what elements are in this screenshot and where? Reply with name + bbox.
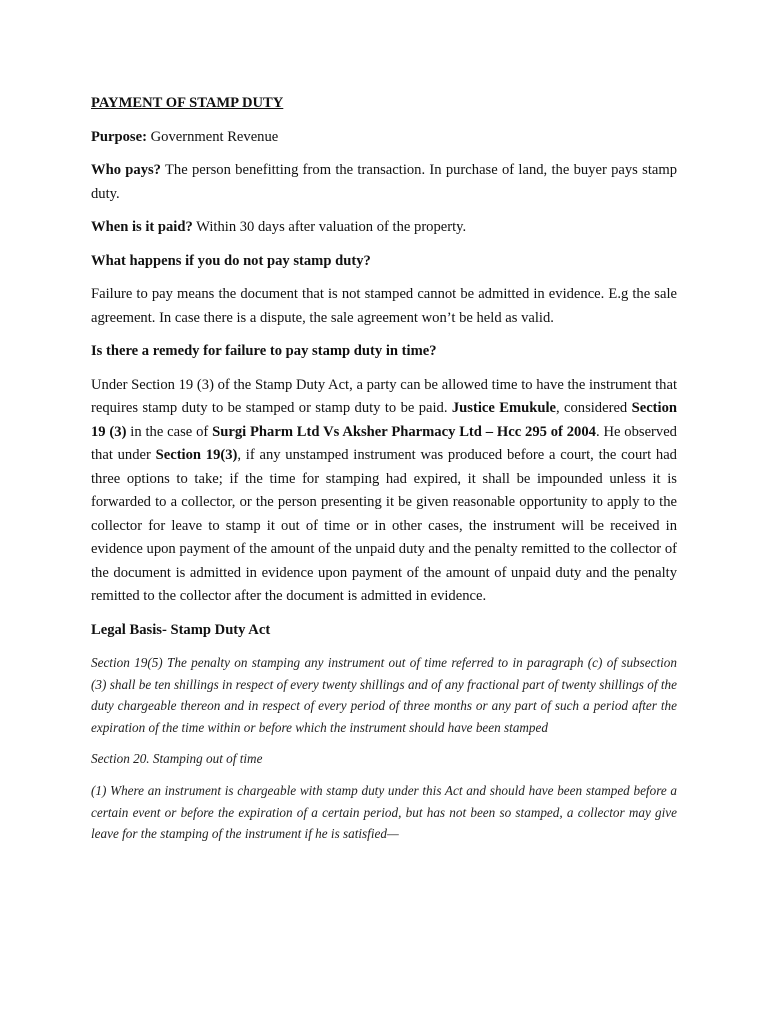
remedy-text-2: , considered xyxy=(555,400,632,416)
when-paid-text: Within 30 days after valuation of the property. xyxy=(192,219,467,235)
case-citation: Surgi Pharm Ltd Vs Aksher Pharmacy Ltd – Hcc 295 of 2004 xyxy=(212,423,596,440)
question-remedy-heading: Is there a remedy for failure to pay stamp duty in time? xyxy=(91,343,437,359)
legal-basis-heading: Legal Basis- Stamp Duty Act xyxy=(91,621,271,638)
section-reference-1: Section 19 (3) xyxy=(91,400,677,440)
section-19-5-paragraph: Section 19(5) The penalty on stamping any instrument out of time referred to in paragraph (c) of subsection (3) shall be ten shillings in respect of every twenty shillings and of any fractional part of twenty shillings of the duty chargeable thereon and in respect of every period of three months or any part of such a period after the expiration of the time within or before which the instrument should have been stamped xyxy=(91,655,677,735)
when-paid-paragraph xyxy=(91,216,677,240)
remedy-text-5: , if any unstamped instrument was produced before a court, the court had three options to take; if the time for stamping had expired, it shall be impounded unless it is forwarded to a collector, or the person presenting it be given reasonable opportunity to apply to the collector for leave to stamp it out of time or in other cases, the instrument will be received in evidence upon payment of the amount of the unpaid duty and the penalty remitted to the collector of the document is admitted in evidence upon payment of the amount of unpaid duty and the penalty remitted to the collector after the document is admitted in evidence. xyxy=(91,447,677,604)
who-pays-label: Who pays? xyxy=(91,162,161,178)
remedy-text-4: . He observed that under xyxy=(91,423,677,463)
failure-paragraph: Failure to pay means the document that is not stamped cannot be admitted in evidence. E.g the sale agreement. In case there is a dispute, the sale agreement won’t be held as valid. xyxy=(91,286,677,326)
purpose-text: Government Revenue xyxy=(146,128,279,145)
who-pays-paragraph xyxy=(91,159,677,206)
purpose-paragraph xyxy=(91,126,677,150)
page-title: PAYMENT OF STAMP DUTY xyxy=(91,95,284,111)
remedy-paragraph xyxy=(91,374,677,609)
when-paid-label: When is it paid? xyxy=(91,219,193,235)
section-reference-2: Section 19(3) xyxy=(155,447,238,463)
who-pays-text: The person benefitting from the transaction. In purchase of land, the buyer pays stamp duty. xyxy=(91,162,677,202)
justice-name: Justice Emukule xyxy=(451,400,556,416)
section-20-1-paragraph: (1) Where an instrument is chargeable with stamp duty under this Act and should have been stamped before a certain event or before the expiration of a certain period, but has not been so stamped, a collector may give leave for the stamping of the instrument if he is satisfied— xyxy=(91,782,677,842)
document-body xyxy=(91,92,677,855)
section-20-title: Section 20. Stamping out of time xyxy=(91,751,263,767)
question-not-pay-heading: What happens if you do not pay stamp duty? xyxy=(91,252,371,269)
remedy-text-3: in the case of xyxy=(126,423,213,440)
remedy-text-1: Under Section 19 (3) of the Stamp Duty Act, a party can be allowed time to have the instrument that requires stamp duty to be stamped or stamp duty to be paid. xyxy=(91,376,677,416)
purpose-label: Purpose: xyxy=(91,128,147,145)
